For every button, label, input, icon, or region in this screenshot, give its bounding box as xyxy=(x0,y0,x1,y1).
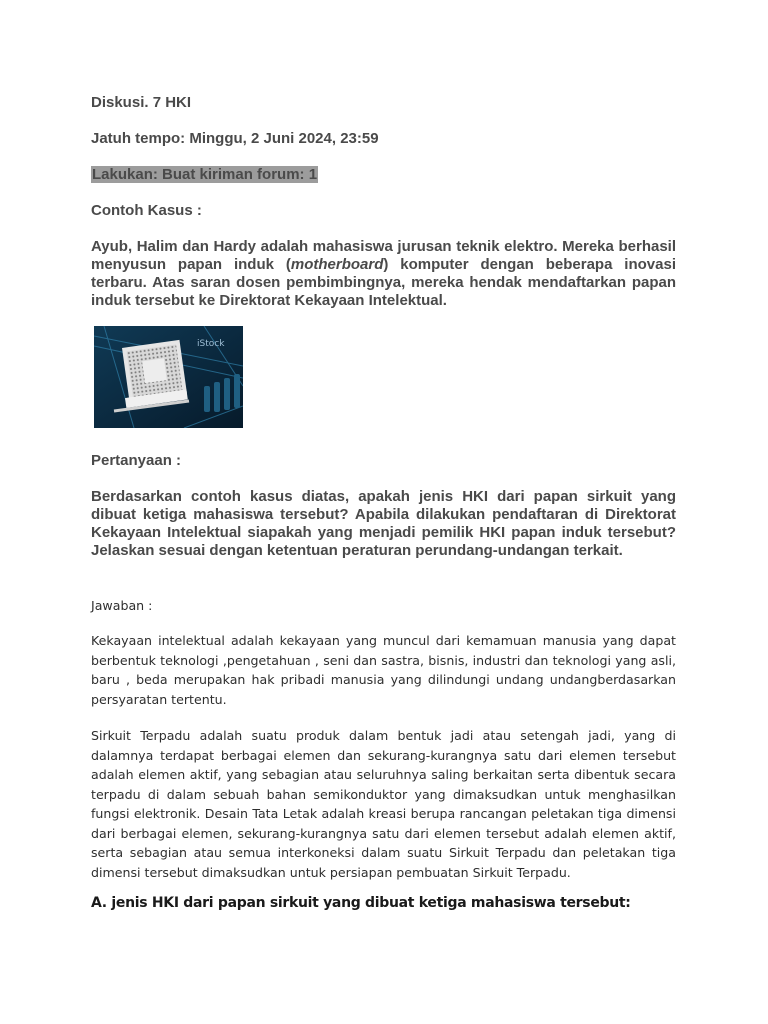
todo-line xyxy=(91,166,676,184)
section-a-heading: A. jenis HKI dari papan sirkuit yang dibuat ketiga mahasiswa tersebut: xyxy=(91,895,631,911)
answer-paragraph-2: Sirkuit Terpadu adalah suatu produk dalam bentuk jadi atau setengah jadi, yang di dalamnya terdapat berbagai elemen dan sekurang-kurangnya satu dari elemen tersebut adalah elemen aktif, yang sebagian atau seluruhnya saling berkaitan serta dibentuk secara terpadu di dalam sebuah bahan semikonduktor yang dimaksudkan untuk menghasilkan fungsi elektronik. Desain Tata Letak adalah kreasi berupa rancangan peletakan tiga dimensi dari berbagai elemen, sekurang-kurangnya satu dari elemen tersebut adalah elemen aktif, serta sebagian atau semua interkoneksi dalam suatu Sirkuit Terpadu dan peletakan tiga dimensi tersebut dimaksudkan untuk persiapan pembuatan Sirkuit Terpadu. xyxy=(91,728,676,880)
answer-heading: Jawaban : xyxy=(91,598,153,613)
case-heading: Contoh Kasus : xyxy=(91,202,202,219)
discussion-title: Diskusi. 7 HKI xyxy=(91,94,192,111)
cpu-socket-illustration xyxy=(94,326,243,428)
answer-paragraph-1: Kekayaan intelektual adalah kekayaan yang muncul dari kemamuan manusia yang dapat berbentuk teknologi ,pengetahuan , seni dan sastra, bisnis, industri dan teknologi yang asli, baru , beda merupakan hak pribadi manusia yang dilindungi undang undangberdasarkan persyaratan tertentu. xyxy=(91,633,676,707)
case-text-italic: motherboard xyxy=(290,256,384,273)
todo-highlight: Lakukan: Buat kiriman forum: 1 xyxy=(92,166,318,183)
due-date: Jatuh tempo: Minggu, 2 Juni 2024, 23:59 xyxy=(91,130,379,147)
question-paragraph: Berdasarkan contoh kasus diatas, apakah jenis HKI dari papan sirkuit yang dibuat ketiga mahasiswa tersebut? Apabila dilakukan pendaftaran di Direktorat Kekayaan Intelektual siapakah yang menjadi pemilik HKI papan induk tersebut? Jelaskan sesuai dengan ketentuan peraturan perundang-undangan terkait. xyxy=(91,488,676,559)
case-text-after: ) komputer dengan beberapa inovasi terbaru. Atas saran dosen pembimbingnya, mereka hendak mendaftarkan papan induk tersebut ke Direktorat Kekayaan Intelektual. xyxy=(91,256,676,309)
case-paragraph xyxy=(91,238,676,310)
motherboard-cpu-socket-image xyxy=(94,326,243,428)
case-text-before: Ayub, Halim dan Hardy adalah mahasiswa jurusan teknik elektro. Mereka berhasil menyusun papan induk ( xyxy=(91,238,676,273)
image-watermark: iStock xyxy=(197,339,225,349)
question-heading: Pertanyaan : xyxy=(91,452,182,469)
